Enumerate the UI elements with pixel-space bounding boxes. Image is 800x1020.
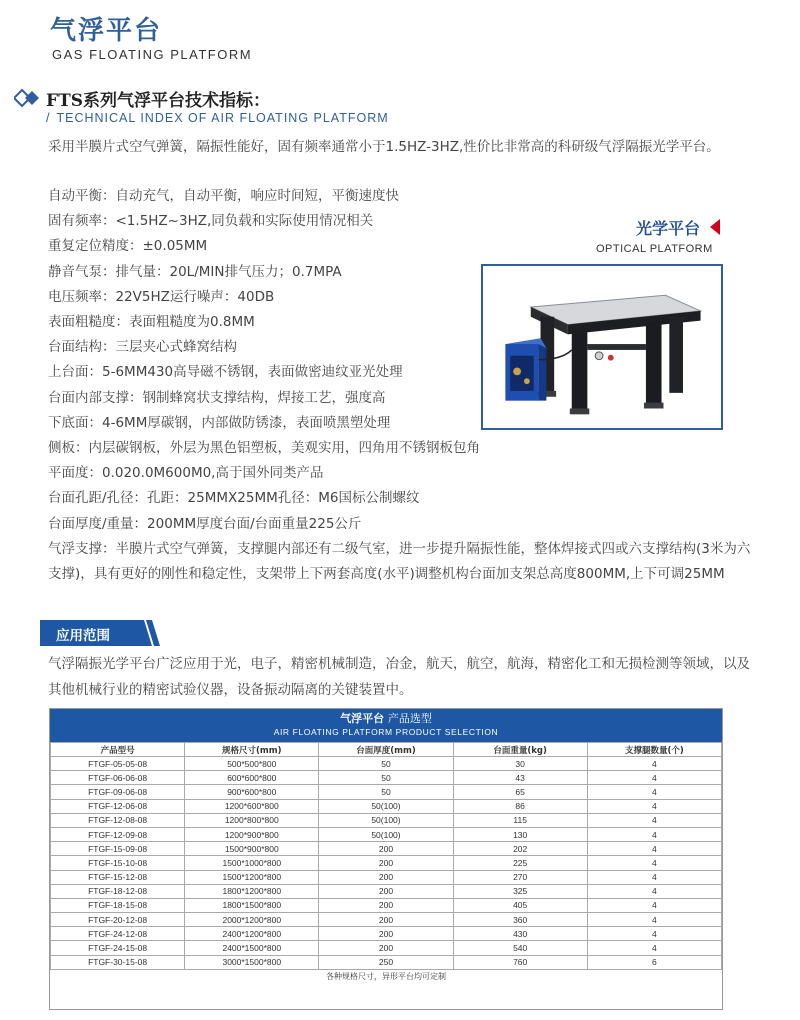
table-title [50, 709, 722, 726]
table-cell: 50 [319, 785, 453, 799]
table-row [51, 927, 722, 941]
table-cell: 2400*1200*800 [185, 927, 319, 941]
table-row [51, 941, 722, 955]
table-cell: 6 [587, 955, 721, 969]
section-subtitle [46, 111, 389, 125]
table-cell: FTGF-09-06-08 [51, 785, 185, 799]
table-cell: FTGF-18-15-08 [51, 898, 185, 912]
table-cell: 1500*1000*800 [185, 856, 319, 870]
product-table [50, 742, 722, 970]
table-cell: 2400*1500*800 [185, 941, 319, 955]
table-cell: 202 [453, 842, 587, 856]
table-title-en: AIR FLOATING PLATFORM PRODUCT SELECTION [273, 727, 499, 737]
table-cell: 50 [319, 771, 453, 785]
table-cell: 43 [453, 771, 587, 785]
column-header: 规格尺寸(mm) [185, 743, 319, 757]
table-header-banner [50, 709, 722, 742]
table-cell: FTGF-18-12-08 [51, 884, 185, 898]
table-cell: 4 [587, 870, 721, 884]
table-cell: FTGF-30-15-08 [51, 955, 185, 969]
column-header: 产品型号 [51, 743, 185, 757]
spec-item: 侧板：内层碳钢板，外层为黑色铝塑板，美观实用，四角用不锈钢板包角 [48, 440, 480, 457]
table-row [51, 913, 722, 927]
table-cell: 200 [319, 856, 453, 870]
spec-item: 下底面：4-6MM厚碳钢，内部做防锈漆，表面喷黑塑处理 [48, 414, 391, 431]
optical-platform-title: 光学平台 [636, 219, 701, 238]
table-title-suffix: 产品选型 [387, 712, 432, 725]
table-cell: 1200*900*800 [185, 827, 319, 841]
table-cell: 1800*1200*800 [185, 884, 319, 898]
table-cell: 500*500*800 [185, 757, 319, 771]
spec-item: 静音气泵：排气量：20L/MIN排气压力；0.7MPA [48, 263, 342, 280]
column-header: 支撑腿数量(个) [587, 743, 721, 757]
table-footnote: 各种规格尺寸，异形平台均可定制 [326, 971, 446, 981]
table-row [51, 799, 722, 813]
product-selection-table [49, 708, 723, 1010]
table-cell: 4 [587, 813, 721, 827]
table-cell: 200 [319, 898, 453, 912]
column-header: 台面重量(kg) [453, 743, 587, 757]
table-cell: FTGF-15-10-08 [51, 856, 185, 870]
table-cell: FTGF-15-12-08 [51, 870, 185, 884]
table-row [51, 813, 722, 827]
section-title: FTS系列气浮平台技术指标： [46, 91, 270, 111]
table-cell: 30 [453, 757, 587, 771]
table-cell: 50(100) [319, 813, 453, 827]
optical-platform-photo [481, 264, 723, 430]
table-cell: 4 [587, 941, 721, 955]
table-cell: 65 [453, 785, 587, 799]
table-cell: 200 [319, 913, 453, 927]
table-body [51, 757, 722, 970]
table-row [51, 757, 722, 771]
table-row [51, 884, 722, 898]
table-cell: 50(100) [319, 827, 453, 841]
table-cell: 1200*600*800 [185, 799, 319, 813]
table-cell: 4 [587, 785, 721, 799]
table-cell: 4 [587, 842, 721, 856]
table-cell: 405 [453, 898, 587, 912]
table-cell: 200 [319, 842, 453, 856]
table-cell: 4 [587, 799, 721, 813]
table-header-row [51, 743, 722, 757]
table-cell: 760 [453, 955, 587, 969]
table-cell: 4 [587, 827, 721, 841]
application-paragraph: 气浮隔振光学平台广泛应用于光，电子，精密机械制造，冶金，航天，航空，航海，精密化工和无损检测等领域，以及其他机械行业的精密试验仪器，设备振动隔离的关键装置中。 [48, 656, 750, 698]
table-row [51, 842, 722, 856]
triangle-marker-icon [710, 219, 720, 235]
air-floating-table-illustration [483, 266, 721, 428]
table-cell: FTGF-15-09-08 [51, 842, 185, 856]
table-cell: 600*600*800 [185, 771, 319, 785]
table-cell: 4 [587, 757, 721, 771]
spec-item: 台面内部支撑：钢制蜂窝状支撑结构，焊接工艺，强度高 [48, 389, 386, 406]
table-cell: 270 [453, 870, 587, 884]
spec-item: 自动平衡：自动充气，自动平衡，响应时间短，平衡速度快 [48, 188, 399, 204]
spec-item: 上台面：5-6MM430高导磁不锈钢，表面做密迪纹亚光处理 [48, 364, 403, 381]
table-cell: 1200*800*800 [185, 813, 319, 827]
table-cell: 4 [587, 898, 721, 912]
table-cell: 225 [453, 856, 587, 870]
table-cell: 1500*900*800 [185, 842, 319, 856]
table-row [51, 856, 722, 870]
spec-item: 平面度：0.020.0M600M0,高于国外同类产品 [48, 465, 324, 482]
page-subtitle: GAS FLOATING PLATFORM [52, 47, 253, 62]
table-title-main: 气浮平台 [340, 712, 385, 725]
table-cell: 3000*1500*800 [185, 955, 319, 969]
table-cell: 115 [453, 813, 587, 827]
table-cell: 1500*1200*800 [185, 870, 319, 884]
table-cell: 200 [319, 884, 453, 898]
table-cell: 50 [319, 757, 453, 771]
diamond-icon [14, 88, 44, 108]
spec-item: 电压频率：22V5HZ运行噪声：40DB [48, 288, 275, 305]
table-cell: 900*600*800 [185, 785, 319, 799]
table-cell: 430 [453, 927, 587, 941]
column-header: 台面厚度(mm) [319, 743, 453, 757]
spec-item: 台面结构：三层夹心式蜂窝结构 [48, 339, 237, 356]
table-cell: 200 [319, 941, 453, 955]
spec-air-support: 气浮支撑：半膜片式空气弹簧，支撑腿内部还有二级气室，进一步提升隔振性能，整体焊接式四或六支撑结构(3米为六支撑)，具有更好的刚性和稳定性，支架带上下两套高度(水平)调整机构台面加支架总高度800MM,上下可调25MM [48, 541, 751, 582]
table-cell: 2000*1200*800 [185, 913, 319, 927]
table-cell: FTGF-12-09-08 [51, 827, 185, 841]
table-row [51, 827, 722, 841]
table-cell: 4 [587, 927, 721, 941]
table-row [51, 785, 722, 799]
table-cell: 4 [587, 856, 721, 870]
table-cell: 86 [453, 799, 587, 813]
spec-item: 重复定位精度：±0.05MM [48, 238, 208, 255]
table-cell: FTGF-20-12-08 [51, 913, 185, 927]
table-cell: FTGF-12-08-08 [51, 813, 185, 827]
table-cell: 325 [453, 884, 587, 898]
page-title: 气浮平台 [50, 16, 163, 46]
table-cell: FTGF-24-12-08 [51, 927, 185, 941]
spec-item: 表面粗糙度：表面粗糙度为0.8MM [48, 314, 255, 331]
table-cell: 4 [587, 913, 721, 927]
table-cell: 50(100) [319, 799, 453, 813]
optical-platform-subtitle: OPTICAL PLATFORM [596, 243, 713, 255]
table-row [51, 898, 722, 912]
table-row [51, 870, 722, 884]
table-cell: 250 [319, 955, 453, 969]
table-row [51, 771, 722, 785]
table-cell: FTGF-24-15-08 [51, 941, 185, 955]
spec-item: 台面孔距/孔径：孔距：25MMX25MM孔径：M6国标公制螺纹 [48, 490, 420, 507]
spec-item: 台面厚度/重量：200MM厚度台面/台面重量225公斤 [48, 515, 362, 532]
section-subtitle-text: TECHNICAL INDEX OF AIR FLOATING PLATFORM [56, 111, 389, 125]
table-cell: 200 [319, 927, 453, 941]
table-cell: 4 [587, 884, 721, 898]
table-cell: 1800*1500*800 [185, 898, 319, 912]
table-cell: 540 [453, 941, 587, 955]
table-cell: FTGF-12-06-08 [51, 799, 185, 813]
table-cell: 130 [453, 827, 587, 841]
intro-paragraph: 采用半膜片式空气弹簧，隔振性能好，固有频率通常小于1.5HZ-3HZ,性价比非常高的科研级气浮隔振光学平台。 [48, 139, 720, 155]
table-cell: 200 [319, 870, 453, 884]
section-subtitle-slash: / [46, 111, 51, 125]
table-cell: 360 [453, 913, 587, 927]
table-cell: 4 [587, 771, 721, 785]
application-label: 应用范围 [56, 628, 110, 644]
table-cell: FTGF-05-05-08 [51, 757, 185, 771]
table-row [51, 955, 722, 969]
spec-item: 固有频率：<1.5HZ~3HZ,同负载和实际使用情况相关 [48, 213, 374, 230]
table-cell: FTGF-06-06-08 [51, 771, 185, 785]
